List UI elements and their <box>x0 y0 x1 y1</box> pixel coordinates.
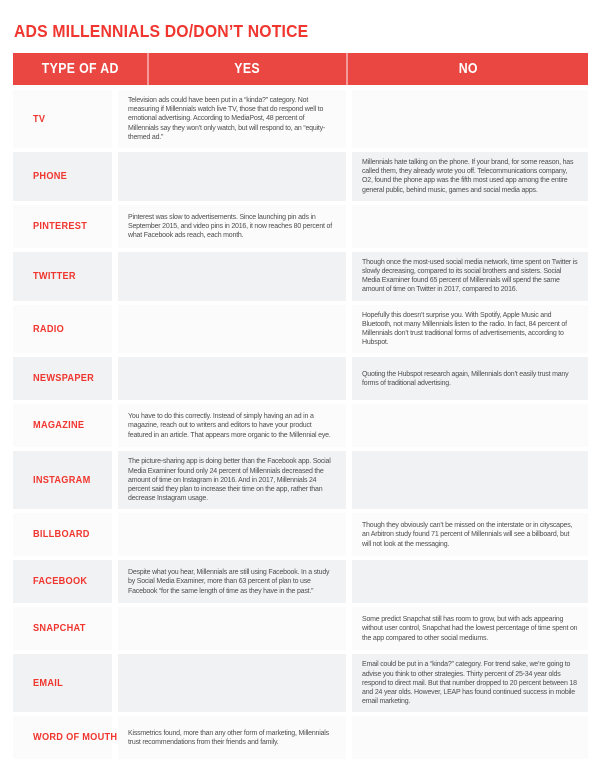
no-cell: Though they obviously can’t be missed on the interstate or in cityscapes, an Arbitron study found 71 percent of Millennials will see a billboard, but will not look at the messaging. <box>352 513 588 556</box>
column-header-label: YES <box>234 61 261 77</box>
ad-type-cell <box>13 404 112 447</box>
table-body <box>13 90 588 759</box>
table-row <box>13 560 588 603</box>
ad-type-cell <box>13 152 112 201</box>
yes-cell: The picture-sharing app is doing better than the Facebook app. Social Media Examiner found only 24 percent of Millennials decreased the amount of time on Instagram in 2016. And in 2017, Millennials 24 percent said they plan to increase their time on the app, rather than decrease Instagram usage. <box>118 451 346 509</box>
no-cell: Some predict Snapchat still has room to grow, but with ads appearing without user control, Snapchat had the lowest percentage of time spent on the app compared to other social mediums. <box>352 607 588 650</box>
ad-type-cell <box>13 451 112 509</box>
table-row <box>13 305 588 354</box>
ad-type-cell <box>13 607 112 650</box>
yes-cell: Despite what you hear, Millennials are still using Facebook. In a study by Social Media Examiner, more than 63 percent of plan to use Facebook “for the same length of time as they have in the past.” <box>118 560 346 603</box>
table-row <box>13 451 588 509</box>
ad-type-cell <box>13 357 112 400</box>
page-title: ADS MILLENNIALS DO/DON’T NOTICE <box>14 21 309 41</box>
ad-type-cell <box>13 305 112 354</box>
yes-cell <box>118 305 346 354</box>
ad-type-cell <box>13 560 112 603</box>
ad-type-label: SNAPCHAT <box>33 623 86 635</box>
no-cell: Email could be put in a “kinda?” category. For trend sake, we’re going to advise you think to other strategies. Thirty percent of 25-34 year olds respond to direct mail. But that number dropped to 20 percent between 18 and 24 year olds. However, LEAP has found continued success in mobile email marketing. <box>352 654 588 712</box>
ad-type-label: INSTAGRAM <box>33 474 91 486</box>
ad-type-label: BILLBOARD <box>33 529 90 541</box>
no-cell <box>352 451 588 509</box>
yes-cell <box>118 252 346 301</box>
no-cell: Quoting the Hubspot research again, Millennials don’t easily trust many forms of traditional advertising. <box>352 357 588 400</box>
table-row <box>13 513 588 556</box>
ad-type-label: PINTEREST <box>33 220 88 232</box>
infographic-page <box>0 21 600 759</box>
table-row <box>13 357 588 400</box>
yes-cell: Pinterest was slow to advertisements. Since launching pin ads in September 2015, and video pins in 2016, it now reaches 80 percent of what Facebook ads reach, each month. <box>118 205 346 248</box>
table-row <box>13 654 588 712</box>
yes-cell: Kissmetrics found, more than any other form of marketing, Millennials trust recommendations from their friends and family. <box>118 716 346 759</box>
ad-type-label: EMAIL <box>33 677 64 689</box>
ad-type-label: NEWSPAPER <box>33 373 95 385</box>
ad-type-label: MAGAZINE <box>33 420 85 432</box>
column-header-type-of-ad <box>13 53 149 85</box>
table-row <box>13 152 588 201</box>
yes-cell: You have to do this correctly. Instead of simply having an ad in a magazine, reach out to writers and editors to have your product featured in an article. That appears more organic to the Millennial eye. <box>118 404 346 447</box>
column-header-no <box>348 53 588 85</box>
no-cell: Hopefully this doesn’t surprise you. With Spotify, Apple Music and Bluetooth, not many Millennials listen to the radio. In fact, 84 percent of Millennials don’t trust traditional forms of advertisements, according to Hubspot. <box>352 305 588 354</box>
table-row <box>13 90 588 148</box>
yes-cell: Television ads could have been put in a “kinda?” category. Not measuring if Millennials watch live TV, those that do respond well to emotional advertising. According to MediaPost, 48 percent of Millennials say they won’t only watch, but will respond to, an “equity-themed ad.” <box>118 90 346 148</box>
column-header-label: NO <box>458 61 478 77</box>
table-row <box>13 252 588 301</box>
no-cell: Millennials hate talking on the phone. If your brand, for some reason, has called them, they already wrote you off. Telecommunications company, O2, found the phone app was the fifth most used app among the entire general public, behind music, games and social media apps. <box>352 152 588 201</box>
ad-type-label: FACEBOOK <box>33 576 88 588</box>
ad-type-label: TWITTER <box>33 270 76 282</box>
ad-type-cell <box>13 205 112 248</box>
table-header <box>13 53 588 85</box>
ad-type-label: RADIO <box>33 323 65 335</box>
column-header-yes <box>149 53 348 85</box>
yes-cell <box>118 607 346 650</box>
ad-type-cell <box>13 252 112 301</box>
yes-cell <box>118 357 346 400</box>
yes-cell <box>118 513 346 556</box>
table-row <box>13 607 588 650</box>
no-cell <box>352 716 588 759</box>
table-row <box>13 205 588 248</box>
ad-type-label: TV <box>33 113 46 125</box>
no-cell <box>352 404 588 447</box>
column-header-label: TYPE OF AD <box>41 61 119 77</box>
no-cell: Though once the most-used social media network, time spent on Twitter is slowly decreasing, compared to its social brothers and sisters. Social Media Examiner found 65 percent of Millennials will spend the same amount of time on Twitter in 2017, compared to 2016. <box>352 252 588 301</box>
no-cell <box>352 90 588 148</box>
table-row <box>13 716 588 759</box>
table-row <box>13 404 588 447</box>
ad-type-label: PHONE <box>33 170 68 182</box>
yes-cell <box>118 152 346 201</box>
ad-type-cell <box>13 513 112 556</box>
yes-cell <box>118 654 346 712</box>
ad-type-cell <box>13 716 118 759</box>
no-cell <box>352 560 588 603</box>
ad-type-cell <box>13 90 112 148</box>
ad-type-cell <box>13 654 112 712</box>
ad-type-label: WORD OF MOUTH <box>33 732 118 744</box>
no-cell <box>352 205 588 248</box>
